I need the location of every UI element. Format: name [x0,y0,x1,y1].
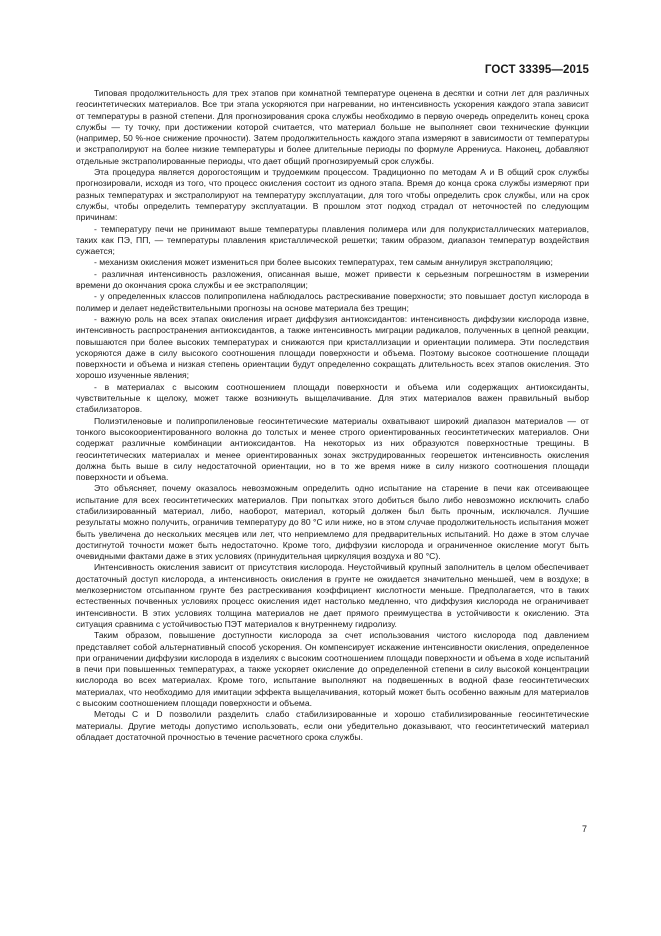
list-item: - температуру печи не принимают выше температуры плавления полимера или для полукристаллических материалов, таких как ПЭ, ПП, — температуры плавления кристаллической решетки; таким образом, диапазон температур воздействия сужается; [76,223,589,257]
paragraph: Эта процедура является дорогостоящим и трудоемким процессом. Традиционно по методам А и В общий срок службы прогнозировали, исходя из того, что процесс окисления состоит из одного этапа. Время до конца срока службы измеряют при разных температурах и экстраполируют на температуру эксплуатации, для того чтобы определить срок службы, или на срок службы, чтобы определить температуру эксплуатации. В прошлом этот подход страдал от неточностей по следующим причинам: [76,167,589,223]
list-item: - у определенных классов полипропилена наблюдалось растрескивание поверхности; это повышает доступ кислорода в полимер и делает недействительными прогнозы на основе материала без трещин; [76,291,589,313]
list-item: - механизм окисления может измениться при более высоких температурах, тем самым аннулируя экстраполяцию; [94,257,553,268]
paragraph: Типовая продолжительность для трех этапов при комнатной температуре оценена в десятки и сотни лет для различных геосинтетических материалов. Все три этапа ускоряются при нагревании, но интенсивность ускорения каждого этапа зависит от температуры в разной степени. Для прогнозирования срока службы необходимо в первую очередь определить конец срока службы — ту точку, при достижении которой считается, что материал больше не выполняет свои технические функции (например, 50 %-ное снижение прочности). Затем продолжительность каждого этапа измеряют в зависимости от температуры и экстраполируют на более низкие температуры и более длительные периоды по формуле Аррениуса. Наконец, добавляют отдельные экстраполированные периоды, что дает общий прогнозируемый срок службы. [76,88,589,166]
list-item: - в материалах с высоким соотношением площади поверхности и объема или содержащих антиоксиданты, чувствительные к щелоку, может также возникнуть выщелачивание. Для этих материалов важен правильный выбор стабилизаторов. [76,381,589,415]
paragraph: Полиэтиленовые и полипропиленовые геосинтетические материалы охватывают широкий диапазон материалов — от тонкого высокоориентированного волокна до толстых и менее строго ориентированных геосинтетических материалов. Они содержат различные комбинации антиоксидантов. На некоторых из них образуются поверхностные трещины. В геосинтетических материалах и менее ориентированных зонах экструдированных георешеток интенсивность окисления должна быть выше в силу недостаточной ориентации, но в то же время ниже в силу низкого соотношения площади поверхности и объема. [76,415,589,483]
document-body [76,88,589,743]
paragraph: Интенсивность окисления зависит от присутствия кислорода. Неустойчивый крупный заполнитель в целом обеспечивает достаточный доступ кислорода, а интенсивность окисления в грунте не ожидается значительно меньшей, чем в воздухе; в мелкозернистом отсыпанном грунте без растрескивания коэффициент кислотности меньше. Предполагается, что в таких естественных почвенных условиях процесс окисления идет настолько медленно, что диффузия кислорода не ограничивает интенсивности. В этих условиях толщина материалов не дает прямого преимущества в устойчивости к окислению. Эта ситуация сравнима с устойчивостью ПЭТ материалов к внутреннему гидролизу. [76,562,589,629]
list-item: - важную роль на всех этапах окисления играет диффузия антиоксидантов: интенсивность диффузии кислорода извне, интенсивность распространения антиоксидантов, а также интенсивность миграции радикалов, полученных в цепной реакции, повышаются при более высоких температурах и снижаются при кристаллизации и ориентации полимера. Эти последствия ускоряются даже в силу высокого соотношения площади поверхности и объема. Поэтому высокое соотношение площади поверхности и объема и низкая степень ориентации будут определенно сокращать длительность всех этапов окисления. Это хорошо изученные явления; [76,313,589,381]
list-item: - различная интенсивность разложения, описанная выше, может привести к серьезным погрешностям в измерении времени до окончания срока службы и ее экстраполяции; [76,268,589,291]
page-number: 7 [581,824,587,834]
paragraph: Методы С и D позволили разделить слабо стабилизированные и хорошо стабилизированные геосинтетические материалы. Другие методы допустимо использовать, если они убедительно доказывают, что геосинтетический материал обладает достаточной прочностью в течение расчетного срока службы. [76,709,589,742]
standard-header: ГОСТ 33395—2015 [484,64,589,76]
paragraph: Таким образом, повышение доступности кислорода за счет использования чистого кислорода под давлением представляет собой альтернативный способ ускорения. Он компенсирует искажение интенсивности окисления, определенное при ограничении диффузии кислорода в изделиях с высоким соотношением площади поверхности и объема в ходе испытаний в печи при повышенных температурах, а также ускоряет окисление до определенной степени в силу высокой концентрации кислорода во всех материалах. Кроме того, испытание выполняют на подвешенных в водной фазе геосинтетических материалах, что необходимо для имитации эффекта выщелачивания, который может быть особенно важным для материалов с высоким соотношением площади поверхности и объема. [76,630,589,709]
paragraph: Это объясняет, почему оказалось невозможным определить одно испытание на старение в печи как отсеивающее испытание для всех геосинтетических материалов. При попытках этого добиться было либо невозможно исключить слабо стабилизированный материал, либо, наоборот, материал, который должен был быть прочным, исключался. Лучшие результаты можно получить, ограничив температуру до 80 °С или ниже, но в этом случае продолжительность испытания может быть увеличена до нескольких месяцев или лет, что неприемлемо для предварительных испытаний. Но даже в этом случае достигнутой точности может быть недостаточно. Кроме того, диффузии кислорода и ограниченное окисление могут быть очевидными фактами даже в этих условиях (принудительная циркуляция воздуха и 80 °С). [76,483,589,562]
